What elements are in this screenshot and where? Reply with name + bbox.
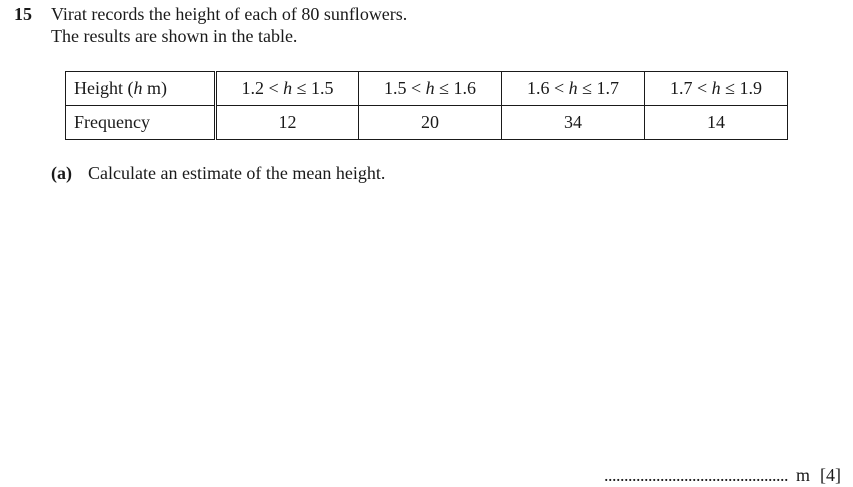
answer-line[interactable]	[604, 465, 841, 486]
interval-variable: h	[568, 78, 578, 98]
interval-lower: 1.6 <	[526, 78, 569, 98]
interval-lower: 1.7 <	[669, 78, 712, 98]
height-header-cell	[66, 72, 216, 106]
height-header-prefix: Height (	[74, 78, 134, 98]
question-text-line-1: Virat records the height of each of 80 sunflowers.	[51, 4, 408, 24]
interval-variable: h	[711, 78, 721, 98]
question-number: 15	[14, 4, 32, 24]
interval-lower: 1.5 <	[383, 78, 426, 98]
marks-label: [4]	[820, 465, 841, 485]
frequency-cell: 14	[645, 106, 788, 140]
interval-upper: ≤ 1.9	[720, 78, 763, 98]
interval-upper: ≤ 1.7	[577, 78, 620, 98]
table-row-height	[66, 72, 788, 106]
interval-cell	[216, 72, 359, 106]
interval-cell	[502, 72, 645, 106]
interval-variable: h	[283, 78, 293, 98]
height-header-variable: h	[133, 78, 143, 98]
interval-cell	[359, 72, 502, 106]
interval-variable: h	[425, 78, 435, 98]
interval-upper: ≤ 1.5	[292, 78, 334, 98]
part-a-label: (a)	[51, 163, 72, 183]
interval-upper: ≤ 1.6	[434, 78, 477, 98]
frequency-table	[65, 71, 788, 140]
part-a	[51, 163, 385, 184]
frequency-cell: 20	[359, 106, 502, 140]
height-header-suffix: m)	[142, 78, 167, 98]
interval-lower: 1.2 <	[241, 78, 284, 98]
table-row-frequency	[66, 106, 788, 140]
answer-unit: m	[795, 465, 810, 485]
part-a-text: Calculate an estimate of the mean height.	[88, 163, 386, 183]
frequency-cell: 12	[216, 106, 359, 140]
interval-cell	[645, 72, 788, 106]
frequency-header-cell: Frequency	[66, 106, 216, 140]
answer-dotted-line[interactable]: ..............................................	[603, 465, 788, 485]
frequency-cell: 34	[502, 106, 645, 140]
question-text-line-2: The results are shown in the table.	[51, 26, 298, 46]
